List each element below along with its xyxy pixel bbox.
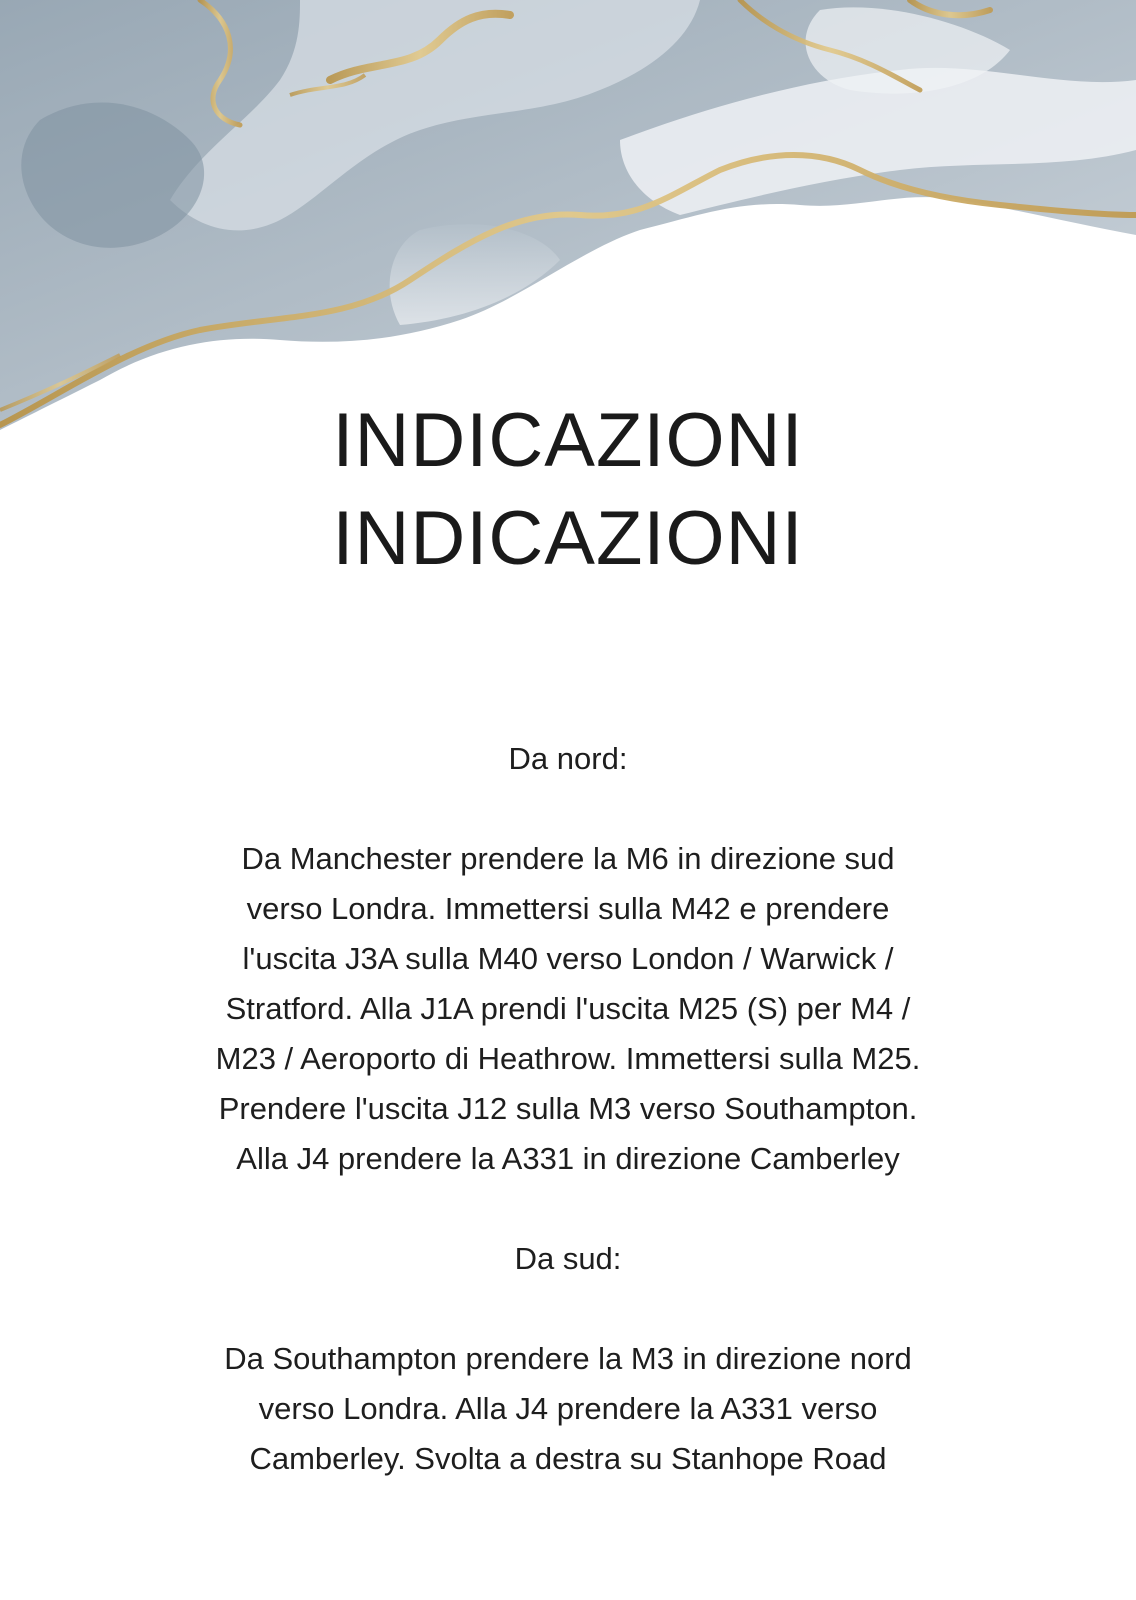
- directions-content: [118, 734, 1018, 1484]
- north-directions-line: Prendere l'uscita J12 sulla M3 verso Southampton.: [218, 1091, 918, 1126]
- south-directions-line: Camberley. Svolta a destra su Stanhope Road: [249, 1441, 887, 1476]
- spacer: [118, 784, 1018, 834]
- section-heading-south: Da sud:: [514, 1241, 622, 1276]
- page-title-line-2: INDICAZIONI: [332, 496, 804, 581]
- north-directions-line: Stratford. Alla J1A prendi l'uscita M25 (S) per M4 /: [225, 991, 911, 1026]
- watercolor-gold-header-decoration: [0, 0, 1136, 460]
- section-heading-north: Da nord:: [508, 741, 628, 776]
- south-directions-line: Da Southampton prendere la M3 in direzione nord: [224, 1341, 912, 1376]
- north-directions-line: Alla J4 prendere la A331 in direzione Camberley: [236, 1141, 900, 1176]
- spacer: [118, 1184, 1018, 1234]
- spacer: [118, 1284, 1018, 1334]
- page-title: [0, 392, 1136, 588]
- north-directions-line: M23 / Aeroporto di Heathrow. Immettersi sulla M25.: [215, 1041, 921, 1076]
- north-directions-line: l'uscita J3A sulla M40 verso London / Warwick /: [242, 941, 894, 976]
- south-directions-line: verso Londra. Alla J4 prendere la A331 verso: [258, 1391, 878, 1426]
- north-directions-line: verso Londra. Immettersi sulla M42 e prendere: [246, 891, 890, 926]
- page-title-line-1: INDICAZIONI: [332, 398, 804, 483]
- north-directions-line: Da Manchester prendere la M6 in direzione sud: [241, 841, 895, 876]
